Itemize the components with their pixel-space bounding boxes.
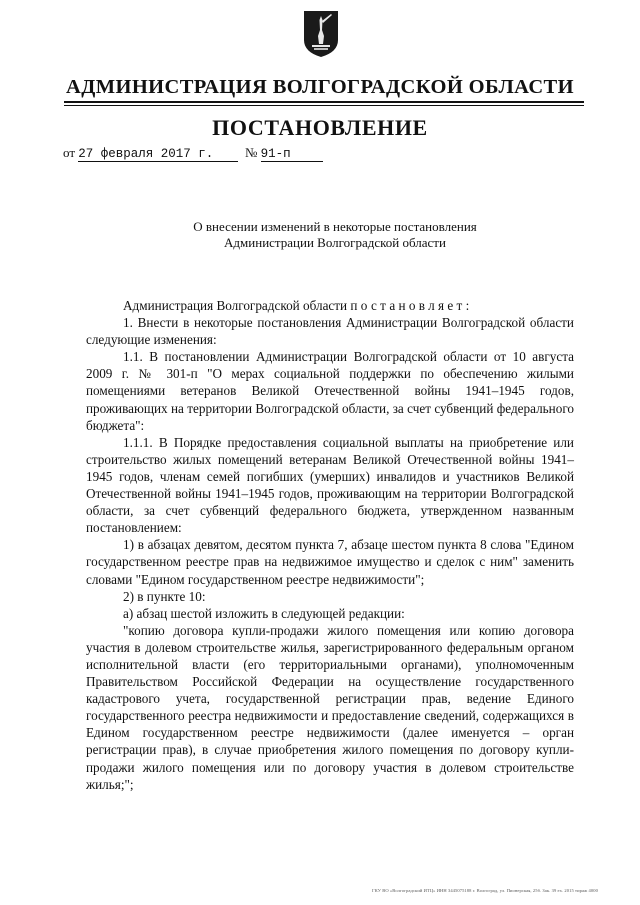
- intro-decree: постановляет:: [350, 298, 473, 313]
- header-divider: [64, 101, 584, 103]
- document-date: [63, 145, 238, 162]
- document-number: [245, 145, 323, 162]
- volgograd-emblem-icon: [303, 10, 339, 58]
- paragraph-1: 1. Внести в некоторые постановления Администрации Волгоградской области следующие изменения:: [86, 315, 574, 348]
- subject-line-1: О внесении изменений в некоторые постановления: [193, 219, 477, 234]
- subject-line-2: Администрации Волгоградской области: [224, 234, 446, 250]
- document-type: ПОСТАНОВЛЕНИЕ: [212, 115, 428, 140]
- number-value: 91-п: [261, 147, 323, 162]
- paragraph-quote: "копию договора купли-продажи жилого помещения или копию договора участия в долевом строительстве жилья, зарегистрированного федеральным органом исполнительной власти (его территориальными органами), уполномоченным Правительством Российской Федерации на осуществление государственного кадастрового учета, государственной регистрации прав, ведение Единого государственного реестра недвижимости и предоставление сведений, содержащихся в Едином государственном реестре недвижимости (далее именуется – орган регистрации прав), в случае приобретения жилого помещения по договору купли-продажи жилого помещения или по договору участия в долевом строительстве жилья;";: [86, 622, 574, 792]
- intro-paragraph: [86, 297, 574, 314]
- paragraph-item-2a: а) абзац шестой изложить в следующей редакции:: [123, 605, 405, 621]
- print-imprint: ГКУ ВО «Волгоградский ИТЦ» ИНН 3445075188 г. Волгоград, ул. Пионерская, 25б. Зак. 39 ex. 2015 тираж 4000: [372, 888, 598, 893]
- organization-title: АДМИНИСТРАЦИЯ ВОЛГОГРАДСКОЙ ОБЛАСТИ: [66, 76, 574, 98]
- document-body: [86, 297, 574, 793]
- date-value: 27 февраля 2017 г.: [78, 147, 238, 162]
- header-divider-thin: [64, 105, 584, 106]
- paragraph-1-1-1: 1.1.1. В Порядке предоставления социальной выплаты на приобретение или строительство жилых помещений ветеранам Великой Отечественной войны 1941–1945 годов, членам семей погибших (умерших) инвалидов и участников Великой Отечественной войны 1941–1945 годов, проживающим на территории Волгоградской области, за счет субвенций федерального бюджета, утвержденном названным постановлением:: [86, 434, 574, 536]
- paragraph-item-2: 2) в пункте 10:: [123, 588, 206, 604]
- date-prefix: от: [63, 145, 76, 160]
- intro-lead: Администрация Волгоградской области: [123, 298, 348, 313]
- number-prefix: №: [245, 145, 258, 160]
- paragraph-item-1: 1) в абзацах девятом, десятом пункта 7, абзаце шестом пункта 8 слова "Едином государственном реестре прав на недвижимое имущество и сделок с ним" заменить словами "Едином государственном реестре недвижимости";: [86, 537, 574, 587]
- paragraph-1-1: 1.1. В постановлении Администрации Волгоградской области от 10 августа 2009 г. № 301-п "О мерах социальной поддержки по обеспечению жилыми помещениями ветеранов Великой Отечественной войны 1941–1945 годов, проживающих на территории Волгоградской области, за счет субвенций федерального бюджета":: [86, 349, 574, 433]
- document-subject: [150, 219, 520, 250]
